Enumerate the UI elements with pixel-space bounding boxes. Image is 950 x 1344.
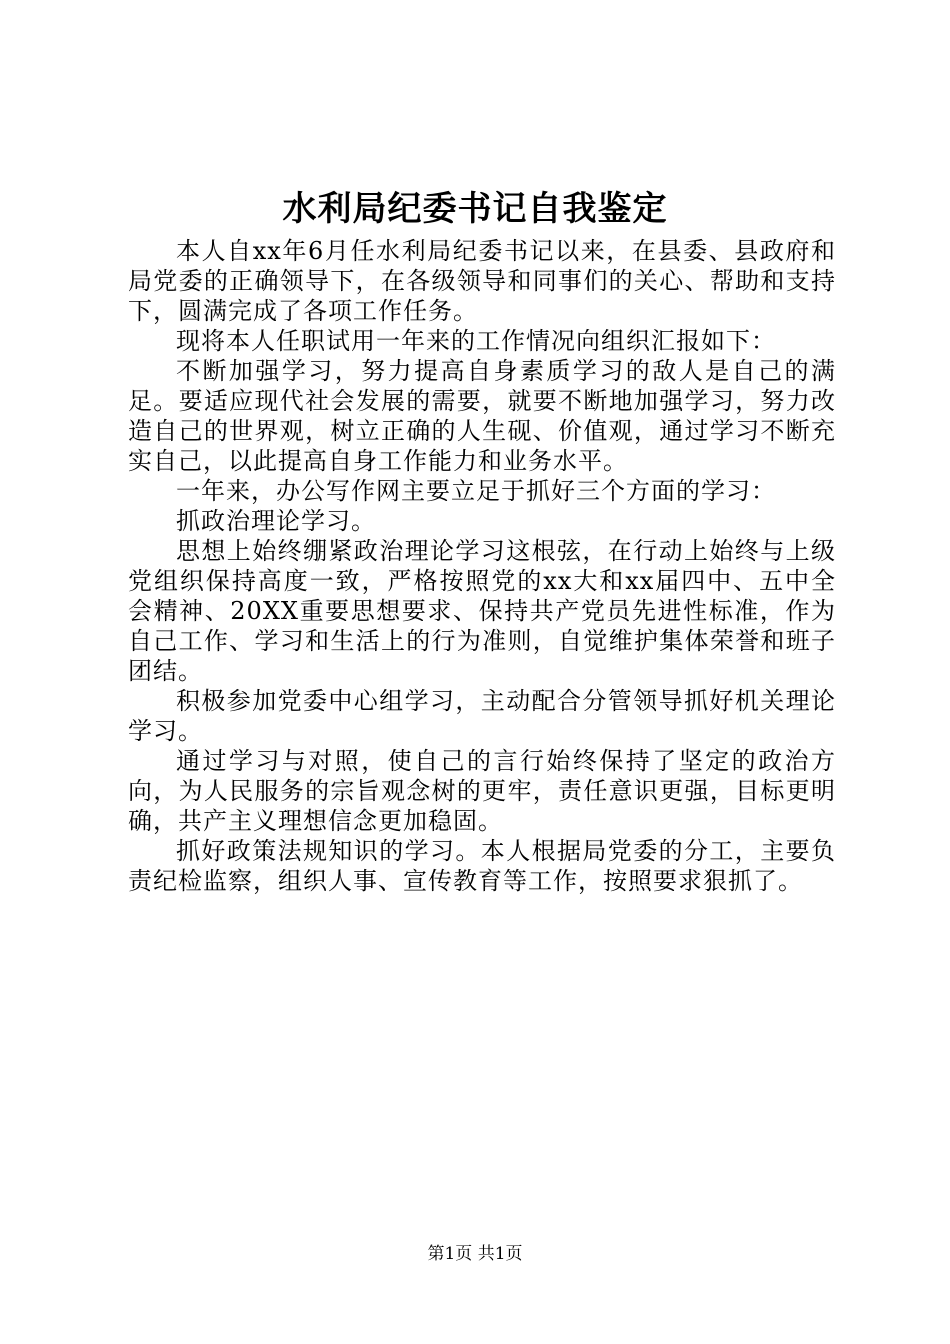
paragraph: 抓政治理论学习。	[176, 507, 376, 535]
paragraph: 抓好政策法规知识的学习。本人根据局党委的分工，主要负责纪检监察，组织人事、宣传教育等工作，按照要求狠抓了。	[128, 837, 836, 895]
paragraph: 一年来，办公写作网主要立足于抓好三个方面的学习：	[176, 477, 776, 505]
paragraph: 本人自xx年6月任水利局纪委书记以来，在县委、县政府和局党委的正确领导下，在各级领导和同事们的关心、帮助和支持下，圆满完成了各项工作任务。	[128, 237, 836, 325]
paragraph: 通过学习与对照，使自己的言行始终保持了坚定的政治方向，为人民服务的宗旨观念树的更牢，责任意识更强，目标更明确，共产主义理想信念更加稳固。	[128, 747, 836, 835]
paragraph: 思想上始终绷紧政治理论学习这根弦，在行动上始终与上级党组织保持高度一致，严格按照党的xx大和xx届四中、五中全会精神、20XX重要思想要求、保持共产党员先进性标准，作为自己工作、学习和生活上的行为准则，自觉维护集体荣誉和班子团结。	[128, 537, 836, 685]
paragraph: 不断加强学习，努力提高自身素质学习的敌人是自己的满足。要适应现代社会发展的需要，就要不断地加强学习，努力改造自己的世界观，树立正确的人生砚、价值观，通过学习不断充实自己，以此提高自身工作能力和业务水平。	[128, 357, 836, 475]
page-footer: 第1页 共1页	[427, 1244, 523, 1264]
document-body	[128, 236, 836, 896]
document-title: 水利局纪委书记自我鉴定	[282, 189, 668, 229]
paragraph: 积极参加党委中心组学习，主动配合分管领导抓好机关理论学习。	[128, 687, 836, 745]
paragraph: 现将本人任职试用一年来的工作情况向组织汇报如下：	[176, 327, 776, 355]
